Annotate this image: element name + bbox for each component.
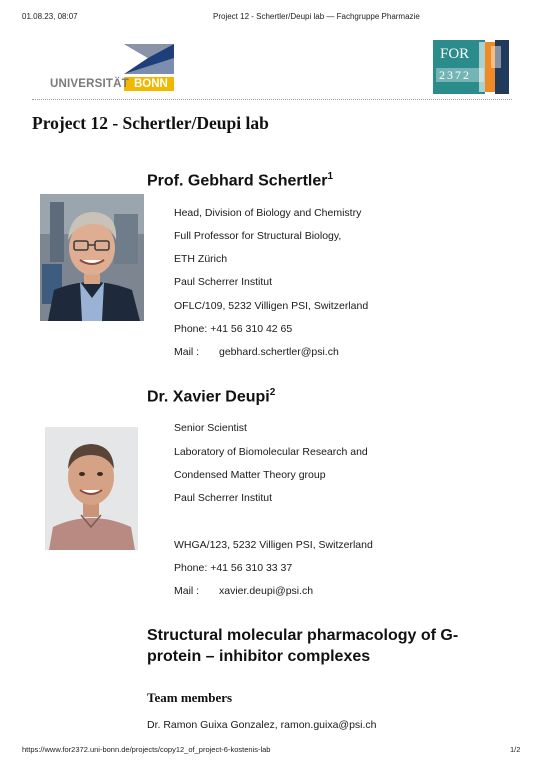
schertler-photo — [40, 194, 144, 321]
deupi-detail-line: WHGA/123, 5232 Villigen PSI, Switzerland — [174, 539, 373, 551]
team-members-heading: Team members — [147, 690, 233, 705]
schertler-detail-line: Full Professor for Structural Biology, — [174, 230, 342, 242]
deupi-detail-line: Paul Scherrer Institut — [174, 492, 273, 504]
schertler-detail-line: ETH Zürich — [174, 253, 228, 265]
logo-text-bonn: BONN — [134, 78, 168, 90]
section-heading: Structural molecular pharmacology of G-protein – inhibitor complexes — [147, 627, 459, 665]
for-logo-text: FOR — [440, 46, 470, 62]
deupi-photo — [45, 427, 138, 550]
deupi-mail-row — [174, 585, 313, 597]
schertler-detail-line: Paul Scherrer Institut — [174, 276, 273, 288]
schertler-phone: Phone: +41 56 310 42 65 — [174, 323, 293, 335]
schertler-detail-line: Head, Division of Biology and Chemistry — [174, 207, 362, 219]
schertler-detail-line: OFLC/109, 5232 Villigen PSI, Switzerland — [174, 300, 369, 312]
footnote-marker: 2 — [269, 387, 276, 398]
deupi-phone: Phone: +41 56 310 33 37 — [174, 562, 293, 574]
mail-label: Mail : — [174, 585, 200, 597]
team-member-entry[interactable]: Dr. Ramon Guixa Gonzalez, ramon.guixa@psi.ch — [147, 719, 377, 731]
footnote-marker: 1 — [327, 171, 334, 182]
for-logo-number: 2372 — [439, 68, 471, 82]
deupi-email-link[interactable]: xavier.deupi@psi.ch — [219, 585, 314, 597]
schertler-email-link[interactable]: gebhard.schertler@psi.ch — [219, 346, 339, 358]
person-name-schertler — [147, 171, 333, 190]
header-divider — [32, 99, 512, 100]
deupi-detail-line: Laboratory of Biomolecular Research and — [174, 446, 368, 458]
print-datetime: 01.08.23, 08:07 — [22, 12, 78, 21]
for2372-logo[interactable] — [433, 40, 509, 94]
person-name-text: Dr. Xavier Deupi — [147, 388, 270, 406]
deupi-detail-line: Senior Scientist — [174, 422, 247, 434]
schertler-mail-row — [174, 346, 339, 358]
university-bonn-logo[interactable] — [50, 44, 174, 92]
mail-label: Mail : — [174, 346, 200, 358]
print-page-number: 1/2 — [510, 745, 521, 754]
print-page-title: Project 12 - Schertler/Deupi lab — Fachgruppe Pharmazie — [213, 12, 420, 21]
logo-text-universitaet: UNIVERSITÄT — [50, 78, 129, 90]
person-name-deupi — [147, 387, 275, 406]
person-name-text: Prof. Gebhard Schertler — [147, 172, 328, 190]
page-title: Project 12 - Schertler/Deupi lab — [32, 113, 269, 133]
print-footer-url: https://www.for2372.uni-bonn.de/projects/copy12_of_project-6-kostenis-lab — [22, 745, 271, 754]
deupi-detail-line: Condensed Matter Theory group — [174, 469, 326, 481]
